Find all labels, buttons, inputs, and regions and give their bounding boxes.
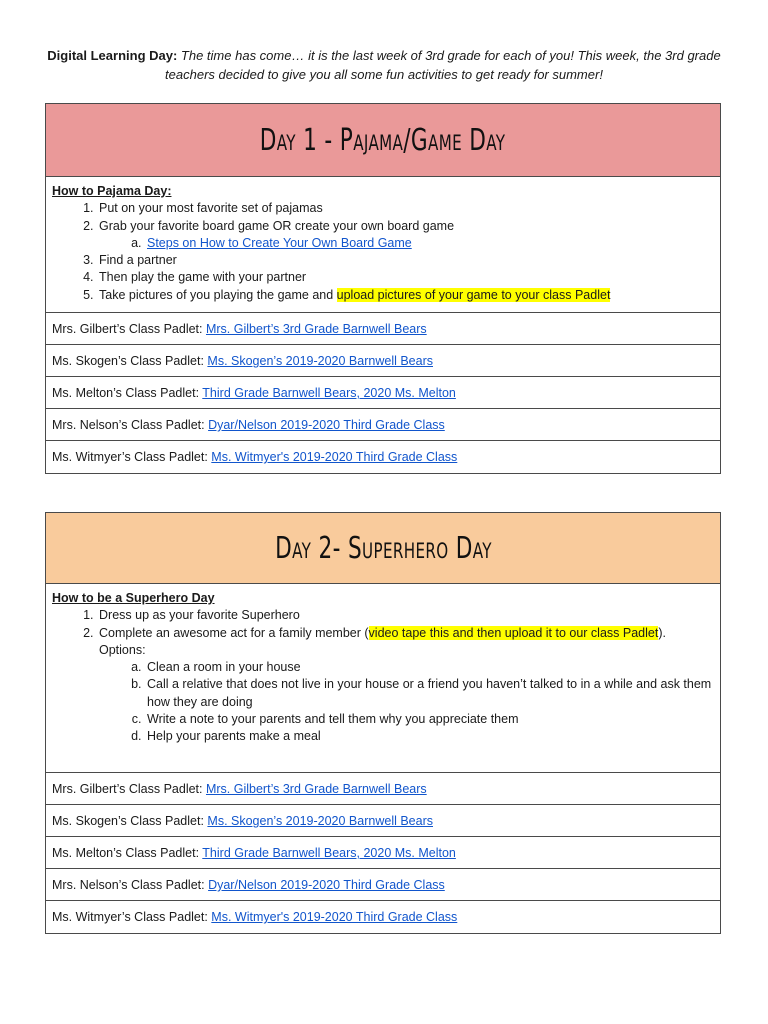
- day2-title: Day 2- Superhero Day: [274, 530, 492, 566]
- padlet-row-nelson: Mrs. Nelson’s Class Padlet: Dyar/Nelson 2019-2020 Third Grade Class: [46, 869, 720, 901]
- day2-substeps: [99, 659, 714, 745]
- padlet-row-melton: Ms. Melton’s Class Padlet: Third Grade Barnwell Bears, 2020 Ms. Melton: [46, 377, 720, 409]
- day2-steps-list: [52, 607, 714, 745]
- day1-header: [46, 104, 720, 177]
- padlet-link-skogen[interactable]: Ms. Skogen’s 2019-2020 Barnwell Bears: [207, 354, 433, 368]
- day1-instructions: [46, 177, 720, 313]
- day1-heading: How to Pajama Day:: [52, 184, 172, 198]
- padlet-link-melton[interactable]: Third Grade Barnwell Bears, 2020 Ms. Melton: [202, 846, 456, 860]
- padlet-row-skogen: Ms. Skogen’s Class Padlet: Ms. Skogen’s 2019-2020 Barnwell Bears: [46, 345, 720, 377]
- day2-heading: How to be a Superhero Day: [52, 591, 215, 605]
- day2-step-2b: b. Call a relative that does not live in your house or a friend you haven’t talked to in a while and ask them how they are doing: [145, 676, 714, 711]
- day2-step-2d: d. Help your parents make a meal: [145, 728, 714, 745]
- day1-substeps: [99, 235, 714, 252]
- padlet-link-nelson[interactable]: Dyar/Nelson 2019-2020 Third Grade Class: [208, 418, 445, 432]
- day1-step-2: 2. Grab your favorite board game OR create your own board game a. Steps on How to Create Your Own Board Game: [97, 218, 714, 253]
- padlet-row-gilbert: Mrs. Gilbert’s Class Padlet: Mrs. Gilbert’s 3rd Grade Barnwell Bears: [46, 773, 720, 805]
- day1-step-1: 1. Put on your most favorite set of pajamas: [97, 200, 714, 217]
- board-game-steps-link[interactable]: Steps on How to Create Your Own Board Game: [147, 235, 412, 250]
- day1-step-5: 5. Take pictures of you playing the game and upload pictures of your game to your class Padlet: [97, 287, 714, 304]
- day2-step-2-highlight: video tape this and then upload it to our class Padlet: [368, 625, 659, 640]
- day1-step-2a: [145, 235, 714, 252]
- padlet-row-witmyer: Ms. Witmyer’s Class Padlet: Ms. Witmyer's 2019-2020 Third Grade Class: [52, 450, 458, 464]
- day1-step-5-highlight: upload pictures of your game to your class Padlet: [336, 287, 611, 302]
- padlet-row-gilbert: Mrs. Gilbert’s Class Padlet: Mrs. Gilbert’s 3rd Grade Barnwell Bears: [46, 313, 720, 345]
- day1-table: [45, 103, 721, 474]
- intro-label: Digital Learning Day:: [47, 48, 178, 63]
- padlet-link-gilbert[interactable]: Mrs. Gilbert’s 3rd Grade Barnwell Bears: [205, 322, 427, 336]
- intro-paragraph: [40, 46, 728, 84]
- day1-title: Day 1 - Pajama/Game Day: [260, 122, 506, 158]
- day2-step-2: 2. Complete an awesome act for a family member (video tape this and then upload it to our class Padlet). Options: a. Clean a room in your house b. Call a relative that does not live in your house or a friend you haven’t talked to in a while and ask them how they are doing c. Write a note to your parents and tell them why you appreciate them d. Help your parents make a meal: [97, 625, 714, 746]
- padlet-row-nelson: Mrs. Nelson’s Class Padlet: Dyar/Nelson 2019-2020 Third Grade Class: [46, 409, 720, 441]
- day2-instructions: [46, 584, 720, 773]
- day1-step-3: 3. Find a partner: [97, 252, 714, 269]
- day2-table: [45, 512, 721, 934]
- padlet-row-skogen: Ms. Skogen’s Class Padlet: Ms. Skogen’s 2019-2020 Barnwell Bears: [46, 805, 720, 837]
- day1-step-4: 4. Then play the game with your partner: [97, 269, 714, 286]
- day2-step-2a: a. Clean a room in your house: [145, 659, 714, 676]
- day2-step-2c: c. Write a note to your parents and tell them why you appreciate them: [145, 711, 714, 728]
- day2-step-1: 1. Dress up as your favorite Superhero: [97, 607, 714, 624]
- day2-header: [46, 513, 720, 584]
- padlet-link-melton[interactable]: Third Grade Barnwell Bears, 2020 Ms. Melton: [202, 386, 456, 400]
- padlet-link-nelson[interactable]: Dyar/Nelson 2019-2020 Third Grade Class: [208, 878, 445, 892]
- padlet-row-melton: Ms. Melton’s Class Padlet: Third Grade Barnwell Bears, 2020 Ms. Melton: [46, 837, 720, 869]
- day1-steps-list: [52, 200, 714, 304]
- intro-text: The time has come… it is the last week of 3rd grade for each of you! This week, the 3rd grade teachers decided to give you all some fun activities to get ready for summer!: [165, 48, 721, 82]
- padlet-link-gilbert[interactable]: Mrs. Gilbert’s 3rd Grade Barnwell Bears: [205, 782, 427, 796]
- padlet-link-skogen[interactable]: Ms. Skogen’s 2019-2020 Barnwell Bears: [207, 814, 433, 828]
- padlet-link-witmyer[interactable]: Ms. Witmyer's 2019-2020 Third Grade Class: [211, 910, 458, 924]
- padlet-link-witmyer[interactable]: Ms. Witmyer's 2019-2020 Third Grade Class: [211, 450, 458, 464]
- padlet-row-witmyer: Ms. Witmyer’s Class Padlet: Ms. Witmyer's 2019-2020 Third Grade Class: [52, 910, 458, 924]
